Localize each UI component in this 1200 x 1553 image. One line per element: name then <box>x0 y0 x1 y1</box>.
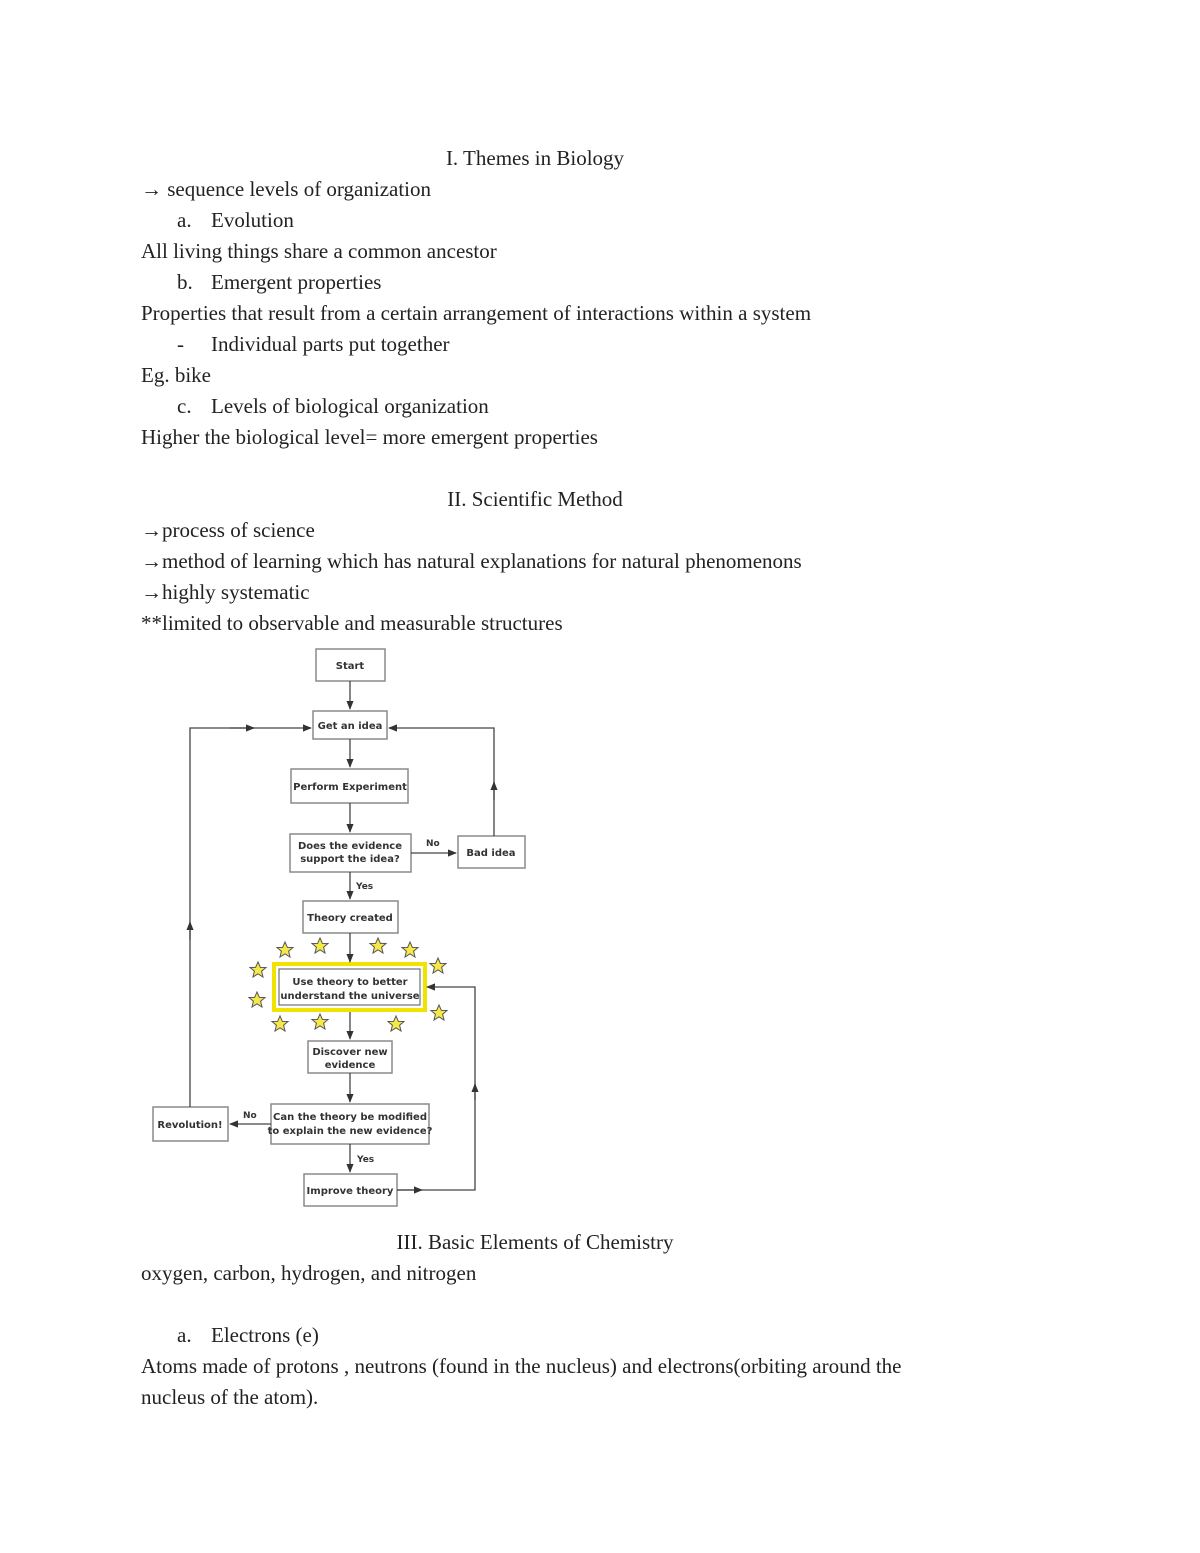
star-icon <box>250 962 266 977</box>
star-icon <box>430 958 446 973</box>
section-heading-chemistry: III. Basic Elements of Chemistry <box>396 1230 674 1254</box>
body-line: All living things share a common ancestor <box>141 239 497 263</box>
list-item-text: Evolution <box>211 208 294 232</box>
star-icon <box>312 938 328 953</box>
node-label: Perform Experiment <box>293 782 407 793</box>
body-line: →process of science <box>141 518 315 542</box>
list-item-text: Emergent properties <box>211 270 382 294</box>
list-marker: a. <box>177 208 192 232</box>
node-modify-question <box>271 1104 429 1144</box>
edge-label-no: No <box>426 839 440 849</box>
node-label: Bad idea <box>466 848 516 859</box>
star-icon <box>249 992 265 1007</box>
node-label: Start <box>335 661 365 672</box>
body-line: →method of learning which has natural explanations for natural phenomenons <box>141 549 802 573</box>
edge-label-yes: Yes <box>357 1155 375 1165</box>
node-label: to explain the new evidence? <box>267 1126 433 1137</box>
body-line: →highly systematic <box>141 580 310 604</box>
node-label: support the idea? <box>300 854 400 865</box>
edge-label-no: No <box>243 1111 257 1121</box>
node-label: Revolution! <box>157 1120 223 1131</box>
list-marker: a. <box>177 1323 192 1347</box>
list-marker: - <box>177 332 184 356</box>
star-icon <box>370 938 386 953</box>
node-evidence-question <box>290 834 411 872</box>
list-marker: b. <box>177 270 193 294</box>
star-icon <box>388 1016 404 1031</box>
node-label: Theory created <box>307 913 393 924</box>
list-item-text: Levels of biological organization <box>211 394 489 418</box>
node-label: evidence <box>324 1060 376 1071</box>
node-label: Can the theory be modified <box>273 1112 427 1123</box>
list-item-text: Individual parts put together <box>211 332 450 356</box>
body-line: Higher the biological level= more emergent properties <box>141 425 598 449</box>
node-label: Does the evidence <box>297 841 403 852</box>
body-line: Eg. bike <box>141 363 211 387</box>
body-line: Properties that result from a certain arrangement of interactions within a system <box>141 301 812 325</box>
section-heading-scientific-method: II. Scientific Method <box>447 487 623 511</box>
node-label: understand the universe <box>280 991 420 1002</box>
node-label: Get an idea <box>317 721 383 732</box>
star-icon <box>312 1014 328 1029</box>
arrow-line: → sequence levels of organization <box>141 177 432 201</box>
section-heading-themes: I. Themes in Biology <box>445 146 625 170</box>
list-item-text: Electrons (e) <box>211 1323 319 1347</box>
body-line: **limited to observable and measurable structures <box>141 611 563 635</box>
star-icon <box>277 942 293 957</box>
star-icon <box>272 1016 288 1031</box>
body-line: Atoms made of protons , neutrons (found in the nucleus) and electrons(orbiting around the <box>141 1354 902 1378</box>
edge-label-yes: Yes <box>356 882 374 892</box>
node-label: Improve theory <box>306 1186 394 1197</box>
node-label: Discover new <box>312 1047 388 1058</box>
body-line: nucleus of the atom). <box>141 1385 319 1409</box>
star-icon <box>431 1005 447 1020</box>
body-line: oxygen, carbon, hydrogen, and nitrogen <box>141 1261 477 1285</box>
node-label: Use theory to better <box>292 977 408 988</box>
list-marker: c. <box>177 394 192 418</box>
star-icon <box>402 942 418 957</box>
